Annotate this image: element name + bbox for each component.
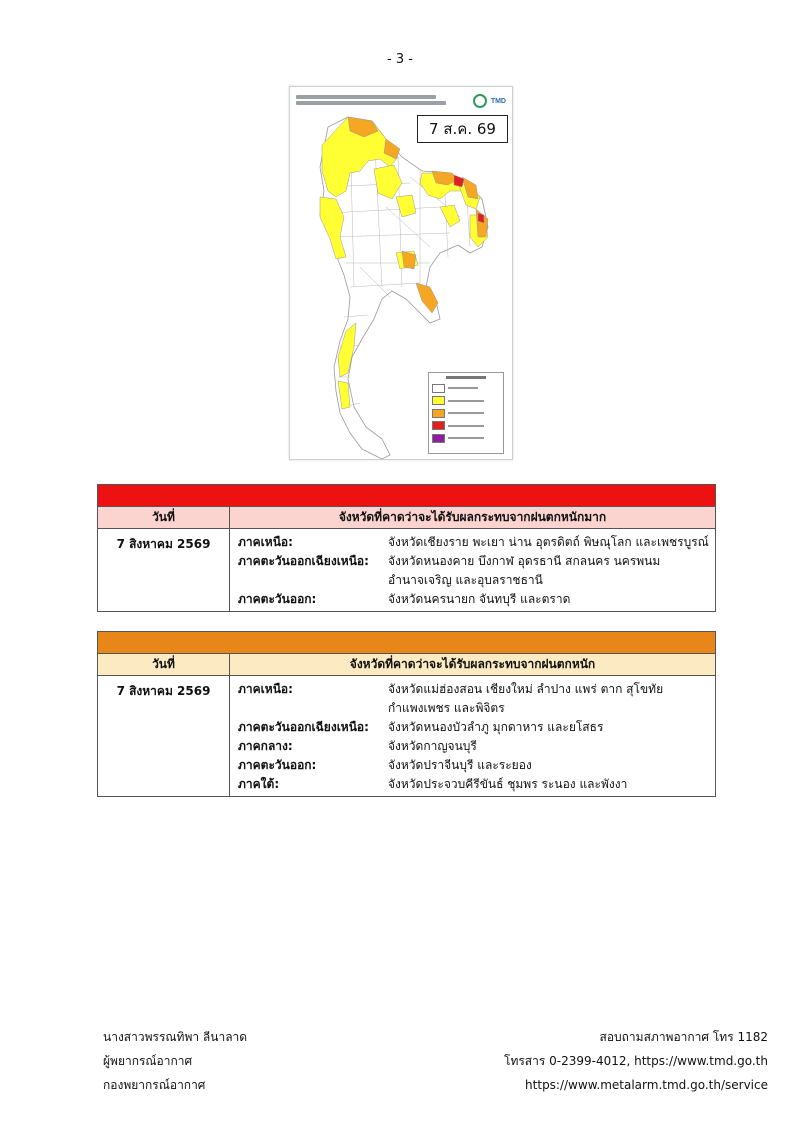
region-line <box>238 571 715 590</box>
region-label: ภาคใต้: <box>238 777 280 791</box>
region-label: ภาคเหนือ: <box>238 682 293 696</box>
legend-row <box>432 420 500 433</box>
region-line <box>238 756 715 775</box>
contact-info-block <box>504 1025 768 1097</box>
region-line <box>238 737 715 756</box>
province-list: จังหวัดหนองบัวลำภู มุกดาหาร และยโสธร <box>388 720 604 734</box>
legend-swatch <box>432 434 445 443</box>
tmd-logo: TMD <box>490 97 506 105</box>
rain-forecast-map <box>289 86 513 460</box>
map-legend <box>428 372 504 454</box>
region-label: ภาคเหนือ: <box>238 535 293 549</box>
region-line <box>238 590 715 609</box>
warning-level-bar-orange <box>98 632 716 654</box>
forecast-date-cell: 7 สิงหาคม 2569 <box>98 676 230 797</box>
region-line <box>238 552 715 571</box>
legend-swatch <box>432 421 445 430</box>
legend-row <box>432 395 500 408</box>
region-label <box>238 699 388 718</box>
region-label: ภาคตะวันออกเฉียงเหนือ: <box>238 720 369 734</box>
legend-row <box>432 432 500 445</box>
province-list: จังหวัดปราจีนบุรี และระยอง <box>388 758 532 772</box>
service-link[interactable]: https://www.metalarm.tmd.go.th/service <box>525 1078 768 1092</box>
fax-website-text[interactable]: โทรสาร 0-2399-4012, https://www.tmd.go.th <box>504 1054 768 1068</box>
very-heavy-rain-table <box>97 484 716 612</box>
province-list: จังหวัดกาญจนบุรี <box>388 739 477 753</box>
column-header-provinces: จังหวัดที่คาดว่าจะได้รับผลกระทบจากฝนตกหนัก <box>230 654 716 676</box>
affected-provinces-cell <box>230 529 716 612</box>
legend-swatch <box>432 384 445 393</box>
legend-row <box>432 382 500 395</box>
region-label: ภาคตะวันออกเฉียงเหนือ: <box>238 554 369 568</box>
region-label: ภาคกลาง: <box>238 739 293 753</box>
forecaster-name: นางสาวพรรณทิพา ลีนาลาด <box>103 1030 248 1044</box>
province-list: จังหวัดเชียงราย พะเยา น่าน อุตรดิตถ์ พิษณุโลก และเพชรบูรณ์ <box>388 535 709 549</box>
region-label: ภาคตะวันออก: <box>238 592 317 606</box>
province-list: จังหวัดประจวบคีรีขันธ์ ชุมพร ระนอง และพังงา <box>388 777 628 791</box>
forecast-date-cell: 7 สิงหาคม 2569 <box>98 529 230 612</box>
column-header-date: วันที่ <box>98 654 230 676</box>
heavy-rain-table <box>97 631 716 797</box>
column-header-provinces: จังหวัดที่คาดว่าจะได้รับผลกระทบจากฝนตกหนักมาก <box>230 507 716 529</box>
affected-provinces-cell <box>230 676 716 797</box>
legend-title <box>432 375 500 380</box>
legend-swatch <box>432 396 445 405</box>
region-label <box>238 571 388 590</box>
region-line <box>238 718 715 737</box>
region-line <box>238 533 715 552</box>
region-line <box>238 680 715 699</box>
map-date-label: 7 ส.ค. 69 <box>417 115 508 143</box>
column-header-date: วันที่ <box>98 507 230 529</box>
page-number: - 3 - <box>387 52 413 67</box>
province-list: จังหวัดหนองคาย บึงกาฬ อุดรธานี สกลนคร นครพนม <box>388 554 661 568</box>
province-list: จังหวัดแม่ฮ่องสอน เชียงใหม่ ลำปาง แพร่ ตาก สุโขทัย <box>388 682 664 696</box>
region-label: ภาคตะวันออก: <box>238 758 317 772</box>
legend-row <box>432 407 500 420</box>
province-list: จังหวัดนครนายก จันทบุรี และตราด <box>388 592 571 606</box>
legend-swatch <box>432 409 445 418</box>
warning-level-bar-red <box>98 485 716 507</box>
forecaster-title: ผู้พยากรณ์อากาศ <box>103 1054 193 1068</box>
province-list: กำแพงเพชร และพิจิตร <box>388 701 505 715</box>
region-line <box>238 775 715 794</box>
region-line <box>238 699 715 718</box>
forecaster-division: กองพยากรณ์อากาศ <box>103 1078 206 1092</box>
forecaster-signature-block <box>103 1025 247 1097</box>
province-list: อำนาจเจริญ และอุบลราชธานี <box>388 573 543 587</box>
hotline-text: สอบถามสภาพอากาศ โทร 1182 <box>599 1030 768 1044</box>
